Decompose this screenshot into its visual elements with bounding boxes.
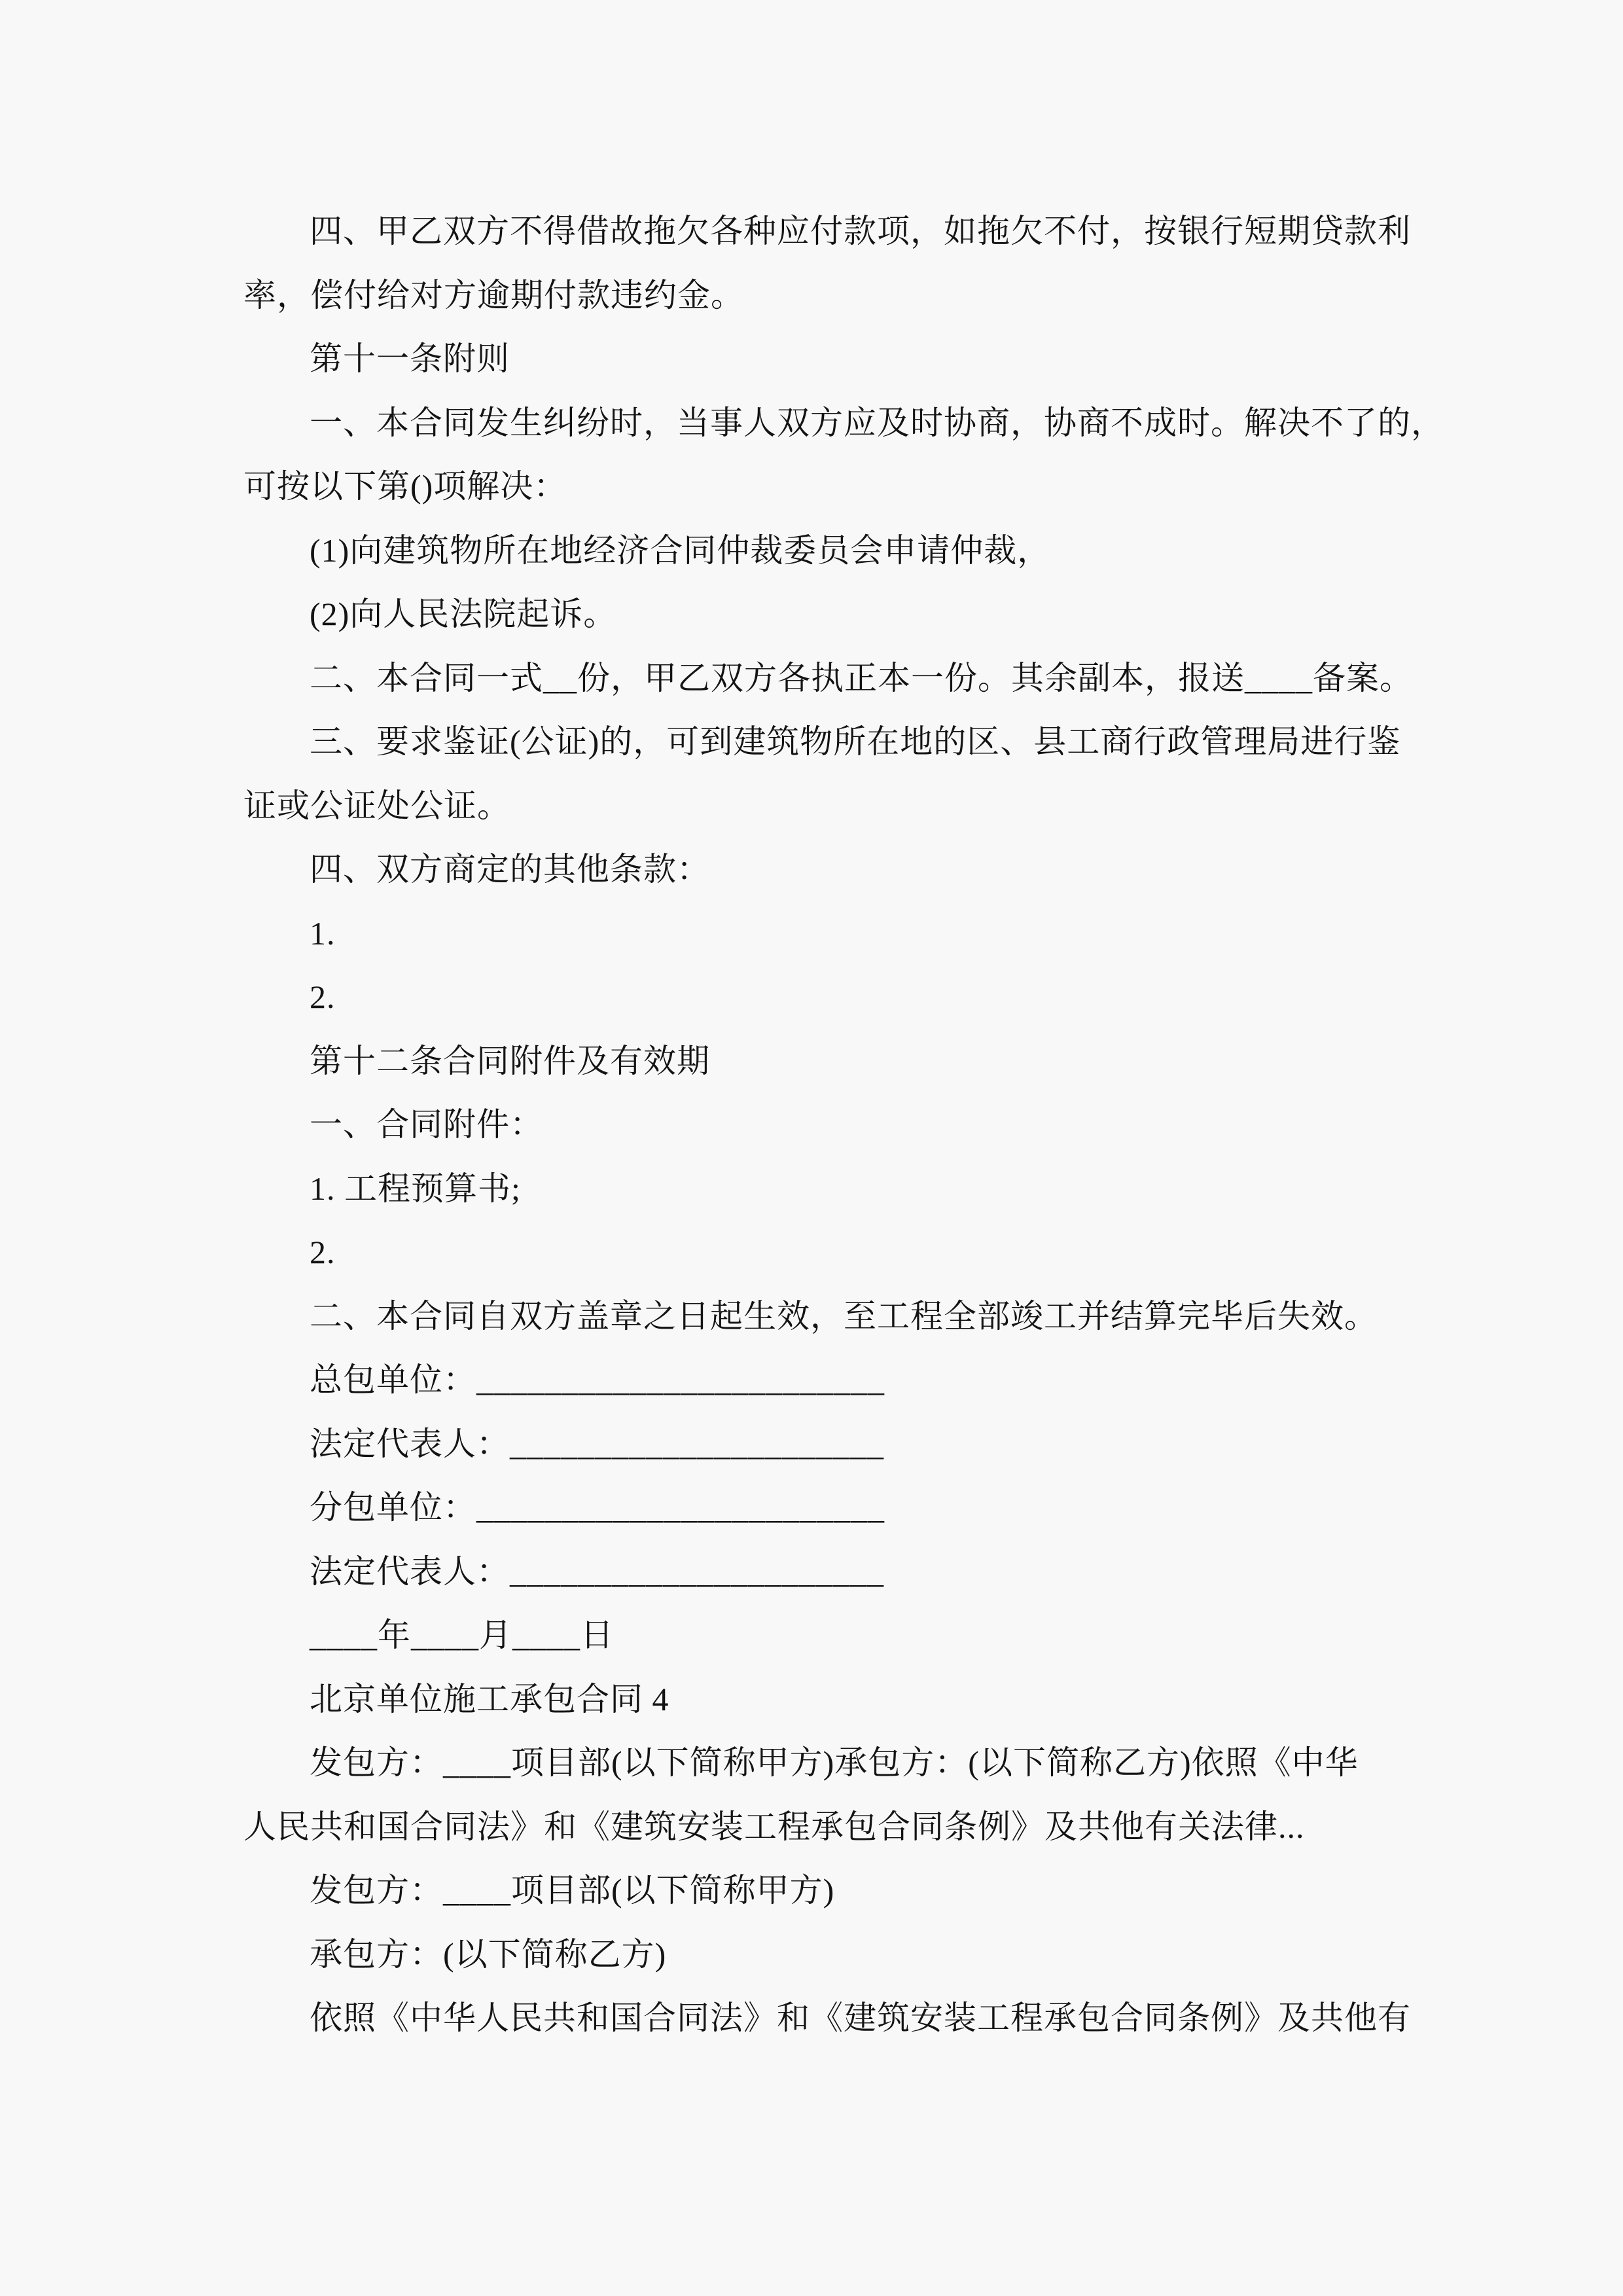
text-line: 可按以下第()项解决：: [243, 468, 567, 505]
contract-subtitle: 北京单位施工承包合同 4: [310, 1680, 669, 1717]
list-item-budget-book: 1. 工程预算书;: [310, 1170, 521, 1207]
text-line: 四、双方商定的其他条款：: [310, 851, 710, 888]
text-line-court-option: (2)向人民法院起诉。: [310, 596, 617, 632]
text-line-party-a-intro: 发包方：____项目部(以下简称甲方)承包方：(以下简称乙方)依照《中华: [310, 1744, 1359, 1781]
text-line: 率，偿付给对方逾期付款违约金。: [243, 276, 744, 314]
text-line-party-b: 承包方：(以下简称乙方): [310, 1935, 667, 1973]
signature-line-general-contractor: 总包单位：________________________: [310, 1361, 885, 1398]
clause-heading-article-12: 第十二条合同附件及有效期: [310, 1042, 710, 1079]
list-item-2: 2.: [310, 978, 336, 1015]
text-line: 一、本合同发生纠纷时，当事人双方应及时协商，协商不成时。解决不了的，: [310, 404, 1444, 441]
list-item-2: 2.: [310, 1234, 336, 1270]
text-line: 证或公证处公证。: [243, 787, 510, 824]
text-line: 依照《中华人民共和国合同法》和《建筑安装工程承包合同条例》及共他有: [310, 2000, 1411, 2036]
text-line-arbitration-option: (1)向建筑物所在地经济合同仲裁委员会申请仲裁，: [310, 531, 1051, 569]
text-line: 人民共和国合同法》和《建筑安装工程承包合同条例》及共他有关法律...: [243, 1808, 1305, 1845]
date-blank-line: ____年____月____日: [310, 1617, 614, 1653]
signature-line-legal-rep-2: 法定代表人：______________________: [310, 1552, 884, 1590]
list-item-1: 1.: [310, 914, 336, 952]
clause-heading-article-11: 第十一条附则: [310, 340, 510, 377]
text-line: 一、合同附件：: [310, 1106, 543, 1143]
text-line: 三、要求鉴证(公证)的，可到建筑物所在地的区、县工商行政管理局进行鉴: [310, 723, 1401, 760]
text-line: 四、甲乙双方不得借故拖欠各种应付款项，如拖欠不付，按银行短期贷款利: [310, 213, 1411, 249]
signature-line-legal-rep-1: 法定代表人：______________________: [310, 1425, 884, 1462]
text-line-party-a: 发包方：____项目部(以下简称甲方): [310, 1872, 835, 1909]
contract-text-block: [243, 200, 1444, 2051]
text-line: 二、本合同自双方盖章之日起生效，至工程全部竣工并结算完毕后失效。: [310, 1297, 1378, 1335]
signature-line-subcontractor: 分包单位：________________________: [310, 1489, 885, 1526]
text-line: 二、本合同一式__份，甲乙双方各执正本一份。其余副本，报送____备案。: [310, 659, 1413, 696]
